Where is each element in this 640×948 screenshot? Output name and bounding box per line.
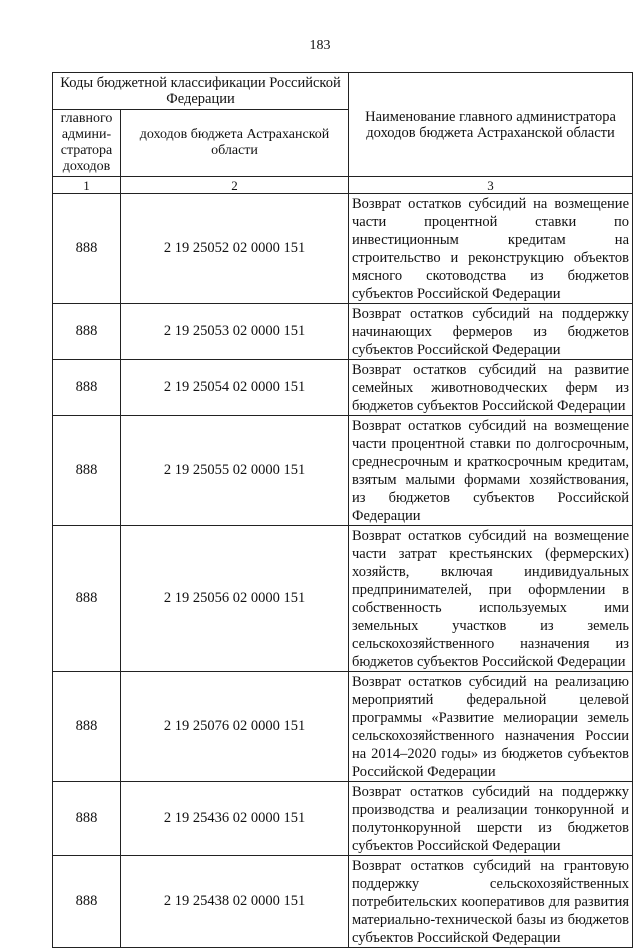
admin-code-cell: 888 xyxy=(53,672,121,782)
table-row xyxy=(53,782,633,856)
admin-code-cell: 888 xyxy=(53,194,121,304)
description-cell: Возврат остатков субсидий на поддержку производства и реализации тонкорунной и полутонкорунной шерсти из бюджетов субъектов Российской Федерации xyxy=(349,782,633,856)
description-cell: Возврат остатков субсидий на возмещение части процентной ставки по долгосрочным, среднесрочным и краткосрочным кредитам, взятым малыми формами хозяйствования, из бюджетов субъектов Российской Федерации xyxy=(349,416,633,526)
page-number: 183 xyxy=(309,38,331,53)
income-code-cell: 2 19 25056 02 0000 151 xyxy=(121,526,349,672)
income-code-cell: 2 19 25052 02 0000 151 xyxy=(121,194,349,304)
column-number-1: 1 xyxy=(53,177,121,194)
header-col-admin: главного админи-стратора доходов xyxy=(53,110,121,177)
income-code-cell: 2 19 25438 02 0000 151 xyxy=(121,856,349,948)
description-cell: Возврат остатков субсидий на развитие семейных животноводческих ферм из бюджетов субъектов Российской Федерации xyxy=(349,360,633,416)
table-row xyxy=(53,360,633,416)
column-number-2: 2 xyxy=(121,177,349,194)
table-row xyxy=(53,526,633,672)
admin-code-cell: 888 xyxy=(53,360,121,416)
admin-code-cell: 888 xyxy=(53,304,121,360)
table-row xyxy=(53,304,633,360)
description-cell: Возврат остатков субсидий на возмещение части затрат крестьянских (фермерских) хозяйств, включая индивидуальных предпринимателей, при оформлении в собственность используемых ими земельных участков из земель сельскохозяйственного назначения из бюджетов субъектов Российской Федерации xyxy=(349,526,633,672)
income-code-cell: 2 19 25054 02 0000 151 xyxy=(121,360,349,416)
income-code-cell: 2 19 25076 02 0000 151 xyxy=(121,672,349,782)
income-code-cell: 2 19 25055 02 0000 151 xyxy=(121,416,349,526)
column-number-3: 3 xyxy=(349,177,633,194)
table-row xyxy=(53,194,633,304)
table-row xyxy=(53,416,633,526)
admin-code-cell: 888 xyxy=(53,416,121,526)
header-codes-title: Коды бюджетной классификации Российской Федерации xyxy=(53,73,349,110)
header-numbers-row xyxy=(53,177,633,194)
budget-classification-table xyxy=(52,72,633,948)
table-row xyxy=(53,672,633,782)
admin-code-cell: 888 xyxy=(53,782,121,856)
description-cell: Возврат остатков субсидий на реализацию мероприятий федеральной целевой программы «Развитие мелиорации земель сельскохозяйственного назначения России на 2014–2020 годы» из бюджетов субъектов Российской Федерации xyxy=(349,672,633,782)
table-row xyxy=(53,856,633,948)
income-code-cell: 2 19 25053 02 0000 151 xyxy=(121,304,349,360)
description-cell: Возврат остатков субсидий на поддержку начинающих фермеров из бюджетов субъектов Российской Федерации xyxy=(349,304,633,360)
header-col-income: доходов бюджета Астраханской области xyxy=(121,110,349,177)
income-code-cell: 2 19 25436 02 0000 151 xyxy=(121,782,349,856)
description-cell: Возврат остатков субсидий на грантовую поддержку сельскохозяйственных потребительских кооперативов для развития материально-технической базы из бюджетов субъектов Российской Федерации xyxy=(349,856,633,948)
header-row xyxy=(53,73,633,110)
description-cell: Возврат остатков субсидий на возмещение части процентной ставки по инвестиционным кредитам на строительство и реконструкцию объектов мясного скотоводства из бюджетов субъектов Российской Федерации xyxy=(349,194,633,304)
admin-code-cell: 888 xyxy=(53,856,121,948)
admin-code-cell: 888 xyxy=(53,526,121,672)
header-name-title: Наименование главного администратора доходов бюджета Астраханской области xyxy=(349,73,633,177)
